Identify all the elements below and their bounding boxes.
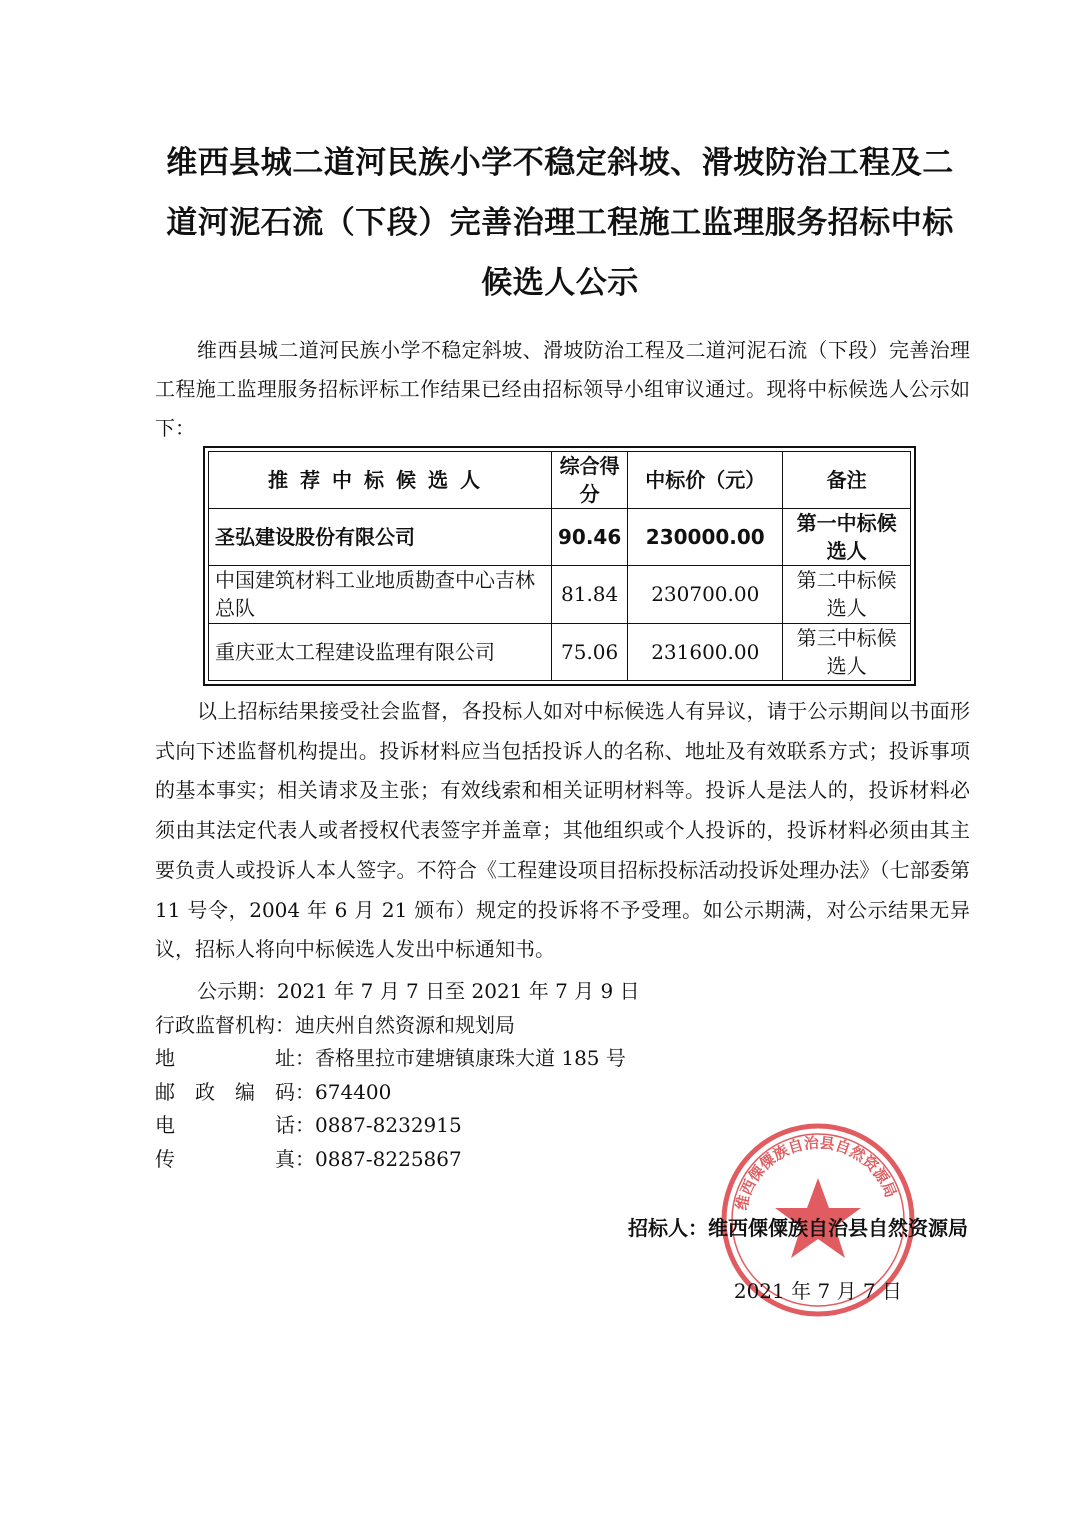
candidate-price: 230000.00 [628,509,783,566]
contact-row-address: 地址：香格里拉市建塘镇康珠大道 185 号 [155,1042,755,1076]
title-line-2: 道河泥石流（下段）完善治理工程施工监理服务招标中标 [166,205,954,241]
contact-value: 迪庆州自然资源和规划局 [295,1012,515,1037]
period-label: 公示期： [197,979,277,1003]
candidate-price: 230700.00 [628,566,783,623]
header-note: 备注 [783,452,911,509]
signature: 招标人：维西傈僳族自治县自然资源局 [628,1216,968,1240]
period-row [155,975,755,1009]
page-title [150,133,970,313]
table-row [209,566,911,623]
table-row [209,509,911,566]
candidate-name: 重庆亚太工程建设监理有限公司 [209,623,552,680]
candidate-price: 231600.00 [628,623,783,680]
candidate-name: 圣弘建设股份有限公司 [209,509,552,566]
candidate-score: 81.84 [552,566,628,623]
candidate-note: 第二中标候选人 [783,566,911,623]
contact-row-phone: 电话：0887-8232915 [155,1109,755,1143]
table-row [209,623,911,680]
contact-row-authority: 行政监督机构：迪庆州自然资源和规划局 [155,1012,515,1037]
candidate-table [208,451,911,681]
table-header-row [209,452,911,509]
contact-label: 地址 [155,1046,295,1070]
candidate-note: 第一中标候选人 [783,509,911,566]
contact-value: 0887-8225867 [315,1146,462,1171]
seal-text: 维西傈僳族自治县自然资源局 [732,1133,901,1212]
candidate-note: 第三中标候选人 [783,623,911,680]
header-candidate: 推荐中标候选人 [209,452,552,509]
contact-row-fax: 传真：0887-8225867 [155,1143,755,1177]
candidate-table-frame [203,446,916,686]
title-line-3: 候选人公示 [481,265,639,301]
contact-value: 香格里拉市建塘镇康珠大道 185 号 [315,1046,626,1070]
complaint-paragraph: 以上招标结果接受社会监督，各投标人如对中标候选人有异议，请于公示期间以书面形式向下述监督机构提出。投诉材料应当包括投诉人的名称、地址及有效联系方式；投诉事项的基本事实；相关请求及主张；有效线索和相关证明材料等。投诉人是法人的，投诉材料必须由其法定代表人或者授权代表签字并盖章；其他组织或个人投诉的，投诉材料必须由其主要负责人或投诉人本人签字。不符合《工程建设项目招标投标活动投诉处理办法》（七部委第 11 号令，2004 年 6 月 21 颁布）规定的投诉将不予受理。如公示期满，对公示结果无异议，招标人将向中标候选人发出中标通知书。 [155,699,970,962]
candidate-name: 中国建筑材料工业地质勘查中心吉林总队 [209,566,552,623]
contact-label: 电话 [155,1113,295,1137]
contact-label: 传真 [155,1146,295,1171]
candidate-score: 75.06 [552,623,628,680]
header-price: 中标价（元） [628,452,783,509]
contact-value: 0887-8232915 [315,1113,462,1137]
contact-row-postcode: 邮政编码：674400 [155,1076,755,1110]
candidate-score: 90.46 [552,509,628,566]
header-score: 综合得分 [552,452,628,509]
contact-value: 674400 [315,1079,392,1104]
contact-label: 邮政编码 [155,1079,295,1104]
title-line-1: 维西县城二道河民族小学不稳定斜坡、滑坡防治工程及二 [166,145,954,181]
period-value: 2021 年 7 月 7 日至 2021 年 7 月 9 日 [277,979,640,1003]
intro-paragraph: 维西县城二道河民族小学不稳定斜坡、滑坡防治工程及二道河泥石流（下段）完善治理工程施工监理服务招标评标工作结果已经由招标领导小组审议通过。现将中标候选人公示如下： [155,338,970,440]
contact-label: 行政监督机构 [155,1012,275,1037]
signature-date: 2021 年 7 月 7 日 [733,1279,902,1303]
contact-info [155,975,755,1176]
